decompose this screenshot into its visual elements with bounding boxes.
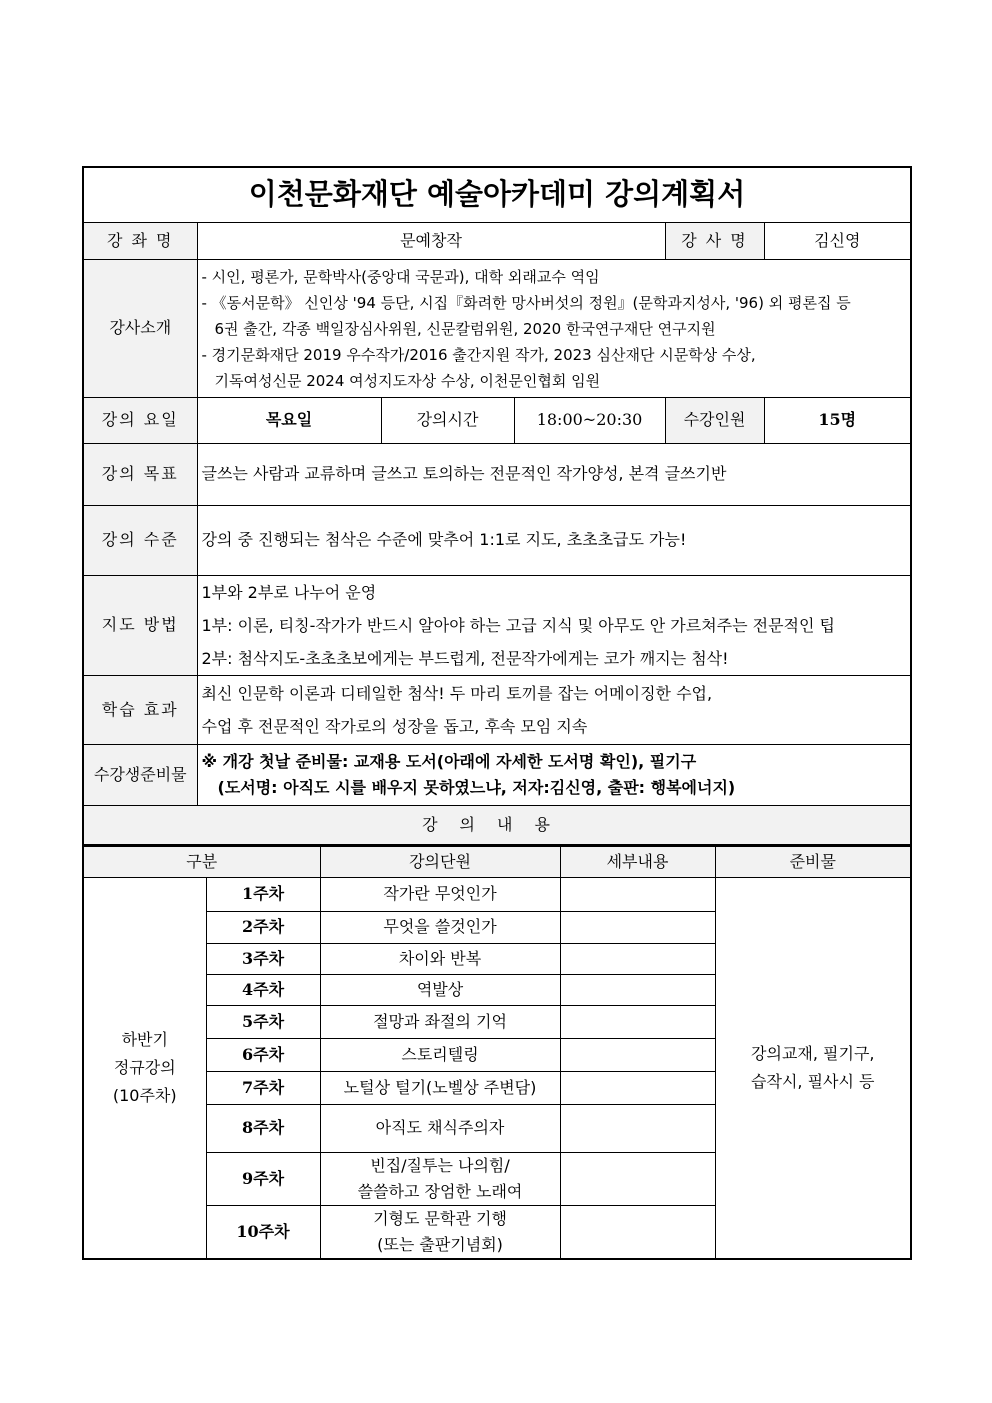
header-materials: 준비물 bbox=[715, 847, 911, 878]
unit-title: 빈집/질투는 나의힘/ 쓸쓸하고 장엄한 노래여 bbox=[320, 1153, 560, 1206]
week-label: 6주차 bbox=[206, 1039, 320, 1072]
instructor-label: 강 사 명 bbox=[665, 223, 764, 260]
unit-title: 아직도 채식주의자 bbox=[320, 1105, 560, 1153]
detail-cell bbox=[560, 878, 715, 912]
capacity-label: 수강인원 bbox=[665, 398, 764, 444]
header-category: 구분 bbox=[83, 847, 320, 878]
course-name-label: 강 좌 명 bbox=[83, 223, 197, 260]
unit-title: 절망과 좌절의 기억 bbox=[320, 1006, 560, 1039]
detail-cell bbox=[560, 1072, 715, 1105]
method-text bbox=[197, 576, 911, 676]
content-section-title: 강의내용 bbox=[83, 806, 911, 846]
intro-line: 6권 출간, 각종 백일장심사위원, 신문칼럼위원, 2020 한국연구재단 연구지원 bbox=[214, 319, 716, 338]
week-label: 1주차 bbox=[206, 878, 320, 912]
capacity-value: 15명 bbox=[764, 398, 911, 444]
method-line: 1부와 2부로 나누어 운영 bbox=[201, 583, 377, 602]
level-text: 강의 중 진행되는 첨삭은 수준에 맞추어 1:1로 지도, 초초초급도 가능! bbox=[197, 506, 911, 576]
content-table bbox=[82, 846, 912, 1260]
week-label: 7주차 bbox=[206, 1072, 320, 1105]
prep-label: 수강생준비물 bbox=[83, 745, 197, 806]
prep-line: ※ 개강 첫날 준비물: 교재용 도서(아래에 자세한 도서명 확인), 필기구 bbox=[201, 752, 697, 771]
instructor-value: 김신영 bbox=[764, 223, 911, 260]
intro-line: - 시인, 평론가, 문학박사(중앙대 국문과), 대학 외래교수 역임 bbox=[201, 267, 600, 286]
goal-text: 글쓰는 사람과 교류하며 글쓰고 토의하는 전문적인 작가양성, 본격 글쓰기반 bbox=[197, 444, 911, 506]
lecture-plan-sheet bbox=[82, 166, 910, 1260]
prep-text bbox=[197, 745, 911, 806]
header-detail: 세부내용 bbox=[560, 847, 715, 878]
effect-line: 최신 인문학 이론과 디테일한 첨삭! 두 마리 토끼를 잡는 어메이징한 수업, bbox=[201, 684, 713, 703]
detail-cell bbox=[560, 944, 715, 975]
unit-title: 스토리텔링 bbox=[320, 1039, 560, 1072]
detail-cell bbox=[560, 912, 715, 944]
effect-text bbox=[197, 676, 911, 745]
unit-title: 차이와 반복 bbox=[320, 944, 560, 975]
lecture-plan-table bbox=[82, 166, 912, 846]
day-label: 강의 요일 bbox=[83, 398, 197, 444]
week-label: 8주차 bbox=[206, 1105, 320, 1153]
intro-line: 기독여성신문 2024 여성지도자상 수상, 이천문인협회 임원 bbox=[214, 371, 601, 390]
unit-title: 역발상 bbox=[320, 975, 560, 1006]
week-label: 3주차 bbox=[206, 944, 320, 975]
detail-cell bbox=[560, 1039, 715, 1072]
detail-cell bbox=[560, 1006, 715, 1039]
method-label: 지도 방법 bbox=[83, 576, 197, 676]
header-unit: 강의단원 bbox=[320, 847, 560, 878]
day-value: 목요일 bbox=[197, 398, 381, 444]
week-label: 10주차 bbox=[206, 1206, 320, 1260]
detail-cell bbox=[560, 1105, 715, 1153]
materials-cell: 강의교재, 필기구, 습작시, 필사시 등 bbox=[715, 878, 911, 1260]
time-label: 강의시간 bbox=[381, 398, 514, 444]
detail-cell bbox=[560, 975, 715, 1006]
instructor-intro bbox=[197, 260, 911, 398]
effect-label: 학습 효과 bbox=[83, 676, 197, 745]
intro-label: 강사소개 bbox=[83, 260, 197, 398]
goal-label: 강의 목표 bbox=[83, 444, 197, 506]
unit-title: 무엇을 쓸것인가 bbox=[320, 912, 560, 944]
effect-line: 수업 후 전문적인 작가로의 성장을 돕고, 후속 모임 지속 bbox=[201, 717, 588, 736]
course-name-value: 문예창작 bbox=[197, 223, 665, 260]
week-label: 4주차 bbox=[206, 975, 320, 1006]
prep-line: (도서명: 아직도 시를 배우지 못하였느냐, 저자:김신영, 출판: 행복에너지) bbox=[217, 778, 736, 797]
page-title: 이천문화재단 예술아카데미 강의계획서 bbox=[83, 167, 911, 223]
week-label: 2주차 bbox=[206, 912, 320, 944]
unit-title: 기형도 문학관 기행 (또는 출판기념회) bbox=[320, 1206, 560, 1260]
intro-line: - 경기문화재단 2019 우수작가/2016 출간지원 작가, 2023 심산재단 시문학상 수상, bbox=[201, 345, 756, 364]
unit-title: 노털상 털기(노벨상 주변담) bbox=[320, 1072, 560, 1105]
intro-line: - 《동서문학》 신인상 '94 등단, 시집『화려한 망사버섯의 정원』(문학과지성사, '96) 외 평론집 등 bbox=[201, 293, 851, 312]
method-line: 1부: 이론, 티칭-작가가 반드시 알아야 하는 고급 지식 및 아무도 안 가르쳐주는 전문적인 팁 bbox=[201, 616, 836, 635]
week-label: 5주차 bbox=[206, 1006, 320, 1039]
time-value: 18:00~20:30 bbox=[514, 398, 665, 444]
method-line: 2부: 첨삭지도-초초초보에게는 부드럽게, 전문작가에게는 코가 깨지는 첨삭! bbox=[201, 649, 729, 668]
detail-cell bbox=[560, 1206, 715, 1260]
week-label: 9주차 bbox=[206, 1153, 320, 1206]
level-label: 강의 수준 bbox=[83, 506, 197, 576]
detail-cell bbox=[560, 1153, 715, 1206]
unit-title: 작가란 무엇인가 bbox=[320, 878, 560, 912]
term-group-label: 하반기 정규강의 (10주차) bbox=[83, 878, 206, 1260]
